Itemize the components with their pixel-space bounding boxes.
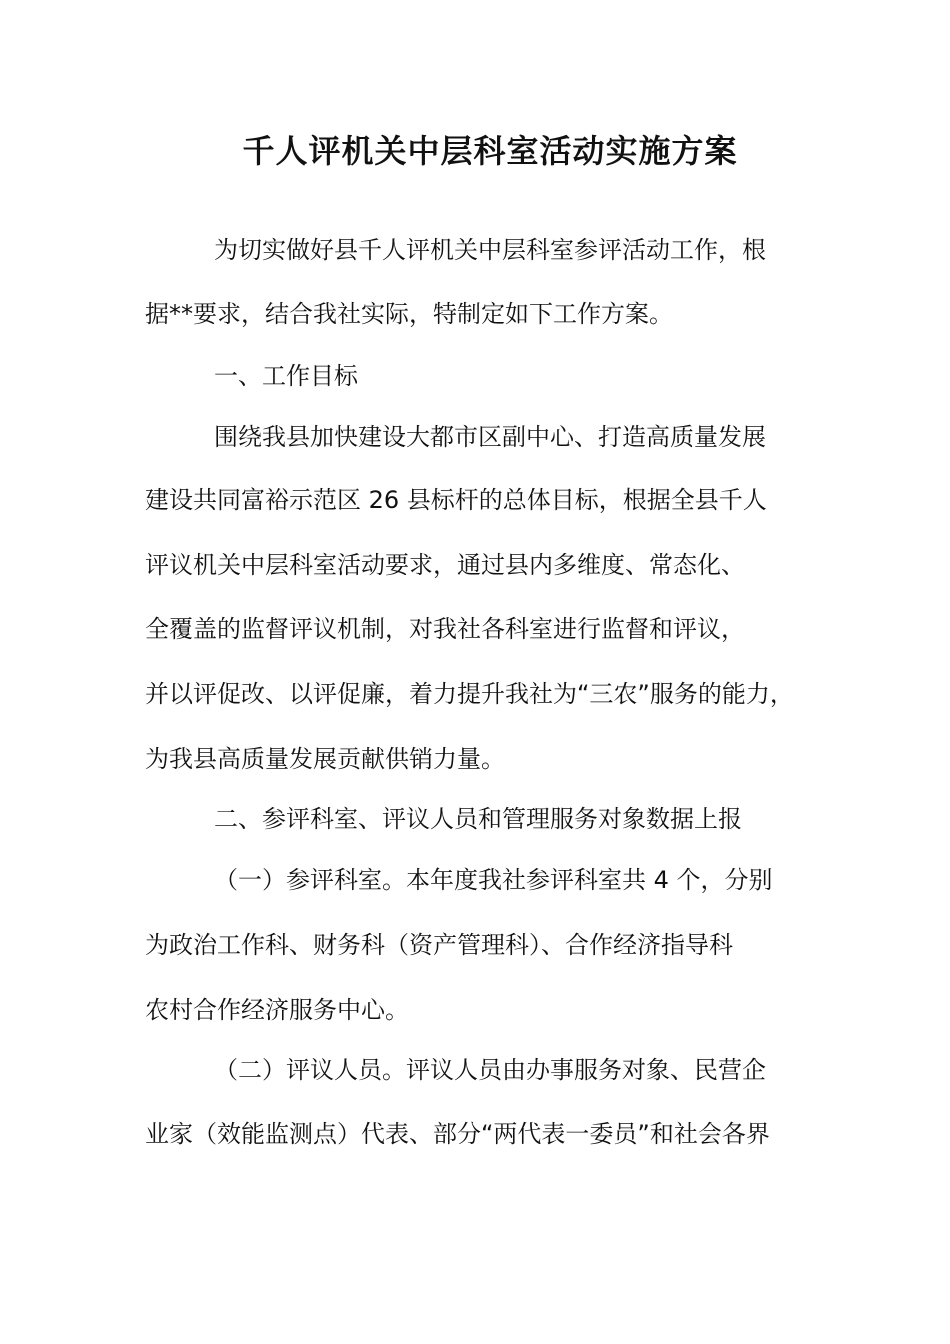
paragraph-line-6: 全覆盖的监督评议机制，对我社各科室进行监督和评议， — [145, 615, 745, 643]
paragraph-line-2: 据**要求，结合我社实际，特制定如下工作方案。 — [145, 300, 673, 328]
paragraph-line-5: 评议机关中层科室活动要求，通过县内多维度、常态化、 — [145, 551, 745, 579]
paragraph-line-1: 为切实做好县千人评机关中层科室参评活动工作，根 — [214, 236, 766, 264]
paragraph-line-9: （一）参评科室。本年度我社参评科室共 4 个，分别 — [214, 866, 773, 894]
paragraph-line-11: 农村合作经济服务中心。 — [145, 996, 409, 1024]
paragraph-line-3: 围绕我县加快建设大都市区副中心、打造高质量发展 — [214, 423, 766, 451]
paragraph-line-7: 并以评促改、以评促廉，着力提升我社为“三农”服务的能力， — [145, 680, 794, 708]
document-title: 千人评机关中层科室活动实施方案 — [242, 132, 738, 170]
section-heading-2: 二、参评科室、评议人员和管理服务对象数据上报 — [214, 805, 742, 833]
paragraph-line-10: 为政治工作科、财务科（资产管理科）、合作经济指导科 — [145, 931, 733, 959]
paragraph-line-4: 建设共同富裕示范区 26 县标杆的总体目标，根据全县千人 — [145, 486, 767, 514]
paragraph-line-13: 业家（效能监测点）代表、部分“两代表一委员”和社会各界 — [145, 1120, 770, 1148]
paragraph-line-12: （二）评议人员。评议人员由办事服务对象、民营企 — [214, 1056, 766, 1084]
section-heading-1: 一、工作目标 — [214, 362, 358, 390]
paragraph-line-8: 为我县高质量发展贡献供销力量。 — [145, 745, 505, 773]
